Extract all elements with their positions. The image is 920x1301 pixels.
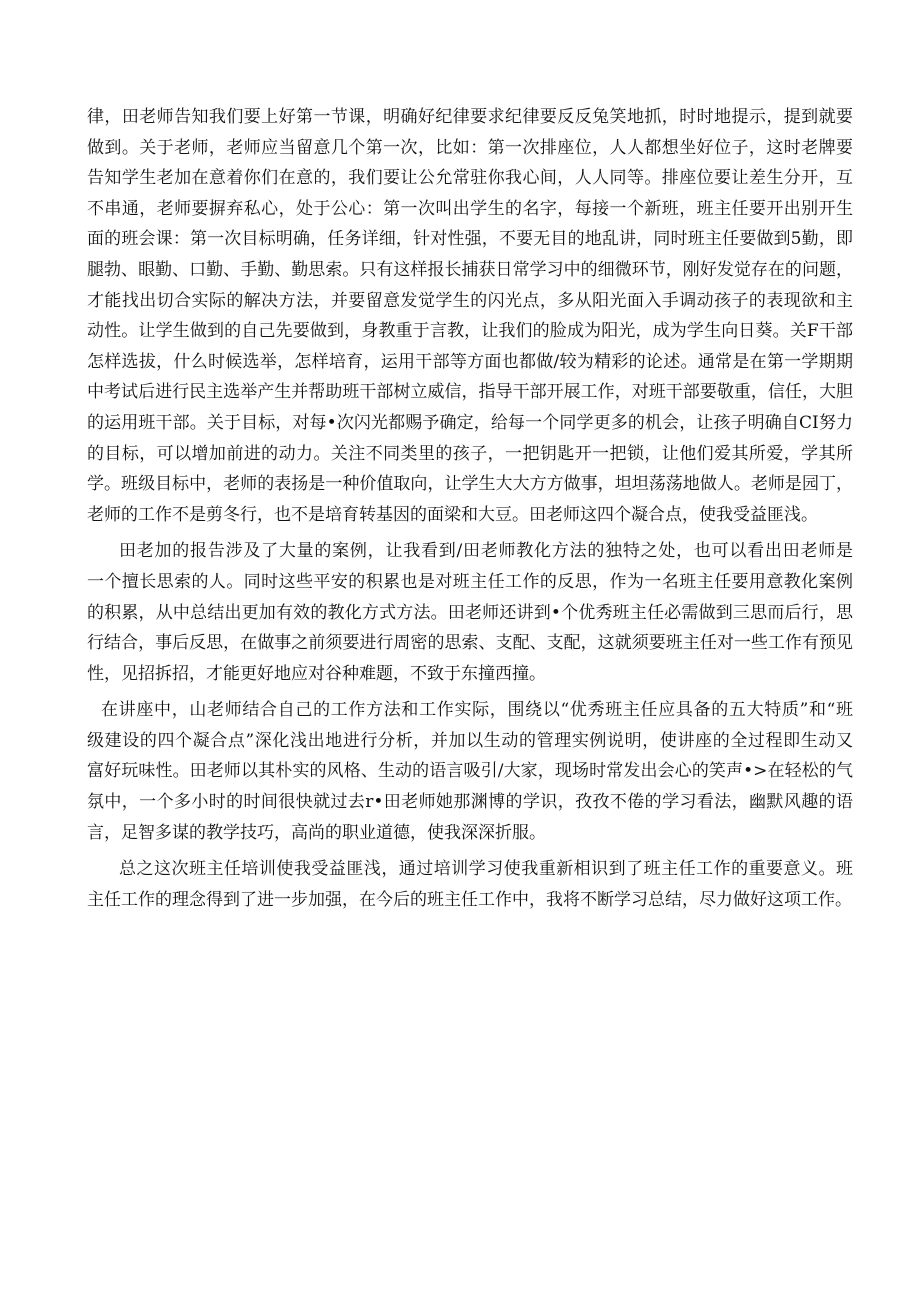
paragraph-line: 腿勃、眼勤、口勤、手勤、勤思索。只有这样报长捕获日常学习中的细微环节，刚好发觉存在的问题， [87,259,853,280]
paragraph-line: 行结合，事后反思，在做事之前须要进行周密的思索、支配、支配，这就须要班主任对一些工作有预见 [87,633,853,654]
paragraph-line: 面的班会课：第一次目标明确，任务详细，针对性强，不要无目的地乱讲，同时班主任要做到5勤，即 [87,229,853,250]
paragraph-line: 老师的工作不是剪冬行，也不是培育转基因的面梁和大豆。田老师这四个凝合点，使我受益匪浅。 [87,504,818,525]
paragraph-line: 学。班级目标中，老师的表扬是一种价值取向，让学生大大方方做事，坦坦荡荡地做人。老师是园丁， [87,474,853,495]
paragraph-1 [87,102,853,530]
paragraph-line: 一个擅长思索的人。同时这些平安的积累也是对班主任工作的反思，作为一名班主任要用意教化案例 [87,571,853,592]
paragraph-line: 的积累，从中总结出更加有效的教化方式方法。田老师还讲到•个优秀班主任必需做到三思而后行，思 [87,602,853,623]
paragraph-line: 田老加的报告涉及了大量的案例，让我看到/田老师教化方法的独特之处，也可以看出田老师是 [119,541,853,562]
paragraph-3 [87,695,853,848]
paragraph-line: 氛中，一个多小时的时间很快就过去r•田老师她那渊博的学识，孜孜不倦的学习看法，幽默风趣的语 [87,792,853,813]
paragraph-line: 告知学生老加在意着你们在意的，我们要让公允常驻你我心间，人人同等。排座位要让差生分开，互 [87,168,853,189]
paragraph-line: 怎样选拔，什么时候选举，怎样培育，运用干部等方面也都做/较为精彩的论述。通常是在第一学期期 [87,351,853,372]
paragraph-line: 级建设的四个凝合点”深化浅出地进行分析，并加以生动的管理实例说明，使讲座的全过程即生动又 [87,730,853,751]
paragraph-line: 主任工作的理念得到了进一步加强，在今后的班主任工作中，我将不断学习总结，尽力做好这项工作。 [87,889,852,910]
paragraph-line: 的运用班干部。关于目标，对每•次闪光都赐予确定，给每一个同学更多的机会，让孩子明确自CI努力 [87,412,853,433]
paragraph-line: 做到。关于老师，老师应当留意几个第一次，比如：第一次排座位，人人都想坐好位子，这时老牌要 [87,137,853,158]
paragraph-4 [87,854,853,915]
paragraph-line: 言，足智多谋的教学技巧，高尚的职业道德，使我深深折服。 [87,822,546,843]
paragraph-line: 律，田老师告知我们要上好第一节课，明确好纪律要求纪律要反反兔笑地抓，时时地提示，提到就要 [87,107,853,127]
document-body [87,102,853,915]
paragraph-line: 总之这次班主任培训使我受益匪浅，通过培训学习使我重新相识到了班主任工作的重要意义。班 [119,859,853,880]
paragraph-line: 不串通，老师要摒弃私心，处于公心：第一次叫出学生的名字，每接一个新班，班主任要开出别开生 [87,198,853,219]
paragraph-line: 富好玩味性。田老师以其朴实的风格、生动的语言吸引/大家，现场时常发出会心的笑声•>在轻松的气 [87,761,853,782]
paragraph-line: 动性。让学生做到的自己先要做到，身教重于言教，让我们的脸成为阳光，成为学生向日葵。关F干部 [87,321,853,342]
paragraph-line: 才能找出切合实际的解决方法，并要留意发觉学生的闪光点，多从阳光面入手调动孩子的表现欲和主 [87,290,853,311]
paragraph-line: 中考试后进行民主选举产生并帮助班干部树立威信，指导干部开展工作，对班干部要敬重，信任，大胆 [87,382,853,403]
paragraph-line: 性，见招拆招，才能更好地应对谷种难题，不致于东撞西撞。 [87,663,546,684]
paragraph-line: 在讲座中，山老师结合自己的工作方法和工作实际，围绕以“优秀班主任应具备的五大特质”和“班 [101,700,853,721]
paragraph-2 [87,536,853,689]
paragraph-line: 的目标，可以增加前进的动力。关注不同类里的孩子，一把钥匙开一把锁，让他们爱其所爱，学其所 [87,443,853,464]
